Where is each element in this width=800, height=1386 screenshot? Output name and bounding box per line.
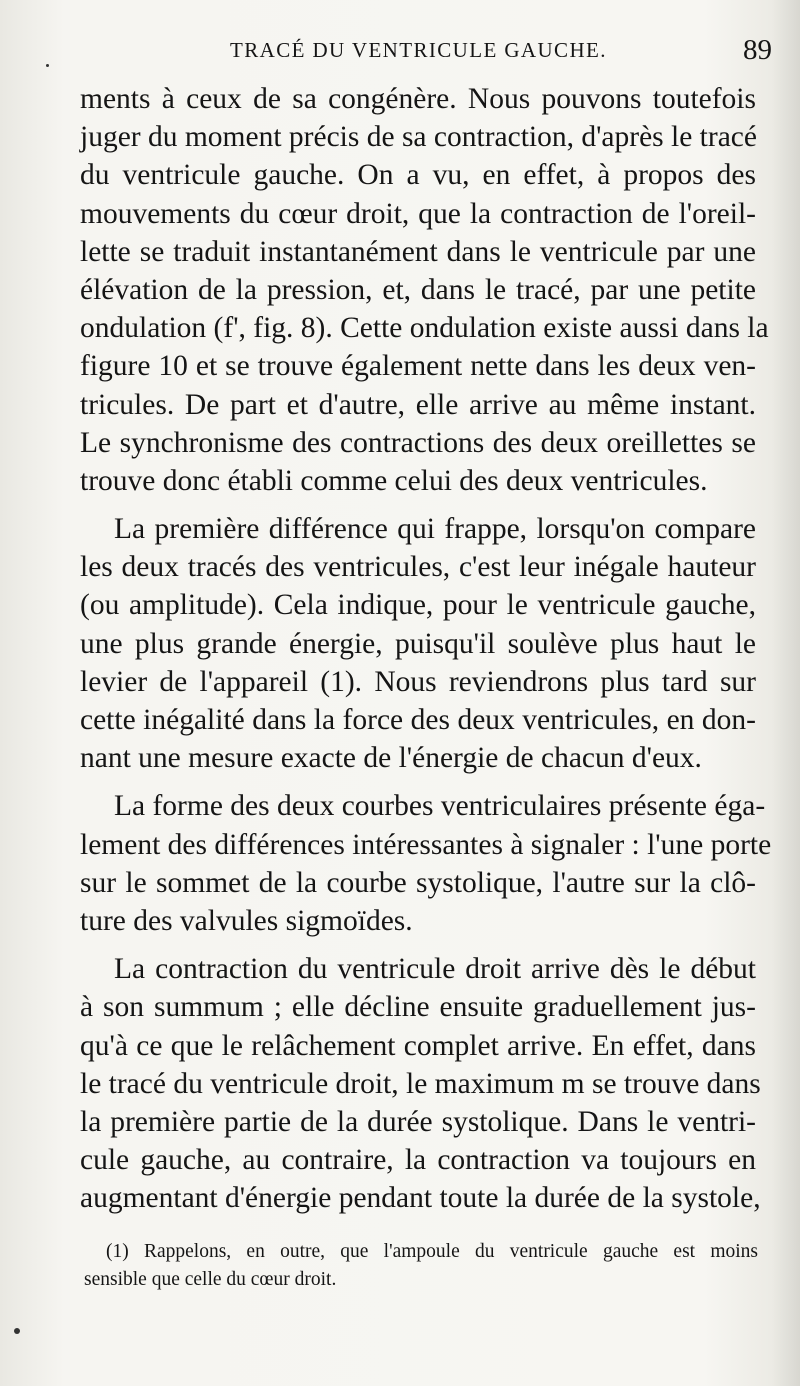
text-line: qu'à ce que le relâchement complet arrive. En effet, dans bbox=[80, 1029, 756, 1062]
footnote-line: sensible que celle du cœur droit. bbox=[84, 1269, 337, 1290]
text-line: les deux tracés des ventricules, c'est leur inégale hauteur bbox=[80, 551, 756, 584]
text-line: (ou amplitude). Cela indique, pour le ventricule gauche, bbox=[80, 589, 756, 622]
text-line: La première différence qui frappe, lorsqu'on compare bbox=[114, 513, 756, 546]
text-line: lement des différences intéressantes à signaler : l'une porte bbox=[80, 828, 772, 861]
page-number: 89 bbox=[743, 34, 772, 66]
text-line: ondulation (f', fig. 8). Cette ondulation existe aussi dans la bbox=[80, 312, 769, 345]
text-line: figure 10 et se trouve également nette dans les deux ven- bbox=[80, 350, 756, 383]
footnote-line: (1) Rappelons, en outre, que l'ampoule du ventricule gauche est moins bbox=[106, 1241, 758, 1262]
paragraph-gap bbox=[80, 777, 756, 787]
text-line: La contraction du ventricule droit arrive dès le début bbox=[114, 953, 756, 986]
text-line: élévation de la pression, et, dans le tracé, par une petite bbox=[80, 273, 756, 306]
text-line: à son summum ; elle décline ensuite graduellement jus- bbox=[80, 991, 756, 1024]
text-line: lette se traduit instantanément dans le ventricule par une bbox=[80, 235, 756, 268]
text-line: tricules. De part et d'autre, elle arrive au même instant. bbox=[80, 388, 756, 421]
ink-speck bbox=[46, 64, 49, 67]
text-line: ments à ceux de sa congénère. Nous pouvons toutefois bbox=[80, 83, 756, 115]
body-text bbox=[80, 80, 772, 1217]
ink-speck bbox=[14, 1328, 20, 1334]
text-line: du ventricule gauche. On a vu, en effet, à propos des bbox=[80, 159, 756, 192]
text-line: nant une mesure exacte de l'énergie de chacun d'eux. bbox=[80, 742, 702, 775]
text-line: La forme des deux courbes ventriculaires présente éga- bbox=[114, 790, 766, 823]
running-head bbox=[82, 34, 772, 72]
text-line: le tracé du ventricule droit, le maximum m se trouve dans bbox=[80, 1067, 761, 1100]
running-title: TRACÉ DU VENTRICULE GAUCHE. bbox=[230, 38, 607, 62]
text-line: la première partie de la durée systolique. Dans le ventri- bbox=[80, 1105, 756, 1138]
text-line: trouve donc établi comme celui des deux ventricules. bbox=[80, 464, 708, 497]
paragraph-gap bbox=[80, 500, 756, 510]
paragraph-gap bbox=[80, 940, 756, 950]
text-line: augmentant d'énergie pendant toute la durée de la systole, bbox=[80, 1182, 761, 1215]
text-line: sur le sommet de la courbe systolique, l'autre sur la clô- bbox=[80, 866, 756, 899]
page-edge-shadow bbox=[772, 0, 800, 1386]
text-line: juger du moment précis de sa contraction, d'après le tracé bbox=[80, 121, 757, 154]
text-line: levier de l'appareil (1). Nous reviendrons plus tard sur bbox=[80, 665, 756, 698]
text-line: ture des valvules sigmoïdes. bbox=[80, 904, 413, 937]
footnote bbox=[84, 1238, 758, 1294]
text-line: Le synchronisme des contractions des deux oreillettes se bbox=[80, 426, 756, 459]
text-line: mouvements du cœur droit, que la contraction de l'oreil- bbox=[80, 197, 756, 230]
text-line: cette inégalité dans la force des deux ventricules, en don- bbox=[80, 704, 756, 736]
text-line: une plus grande énergie, puisqu'il soulève plus haut le bbox=[80, 627, 756, 660]
text-line: cule gauche, au contraire, la contraction va toujours en bbox=[80, 1144, 756, 1177]
